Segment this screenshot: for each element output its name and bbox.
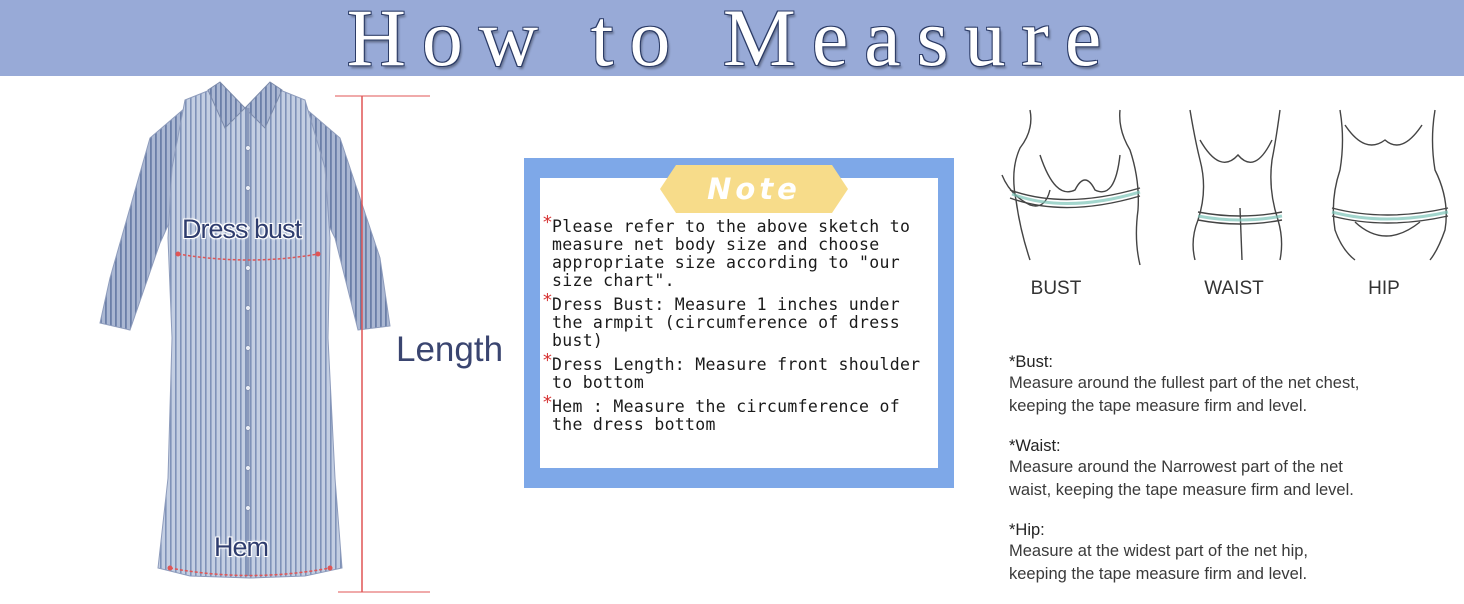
note-item <box>542 290 938 350</box>
note-item <box>542 350 938 392</box>
hip-instruction <box>1009 520 1449 586</box>
hip-instruction-title: *Hip: <box>1009 521 1045 539</box>
bust-instruction <box>1009 352 1449 418</box>
body-sketch-image <box>990 100 1460 280</box>
asterisk-icon: * <box>542 392 554 413</box>
hem-label: Hem <box>214 532 269 562</box>
note-panel <box>524 158 954 488</box>
waist-instruction-title: *Waist: <box>1009 437 1061 455</box>
note-item-text: Dress Length: Measure front shoulder to bottom <box>552 355 921 392</box>
waist-figure-label: WAIST <box>1204 278 1264 299</box>
waist-instruction <box>1009 436 1449 502</box>
bust-figure-label: BUST <box>1030 278 1082 299</box>
bust-instruction-line: keeping the tape measure firm and level. <box>1009 397 1308 415</box>
note-list <box>542 212 938 440</box>
note-content <box>540 172 938 468</box>
hip-instruction-line: Measure at the widest part of the net hip, <box>1009 542 1309 560</box>
dress-bust-label: Dress bust <box>182 214 302 244</box>
title-banner <box>0 0 1464 83</box>
body-measure-sketches <box>990 100 1460 310</box>
length-label: Length <box>396 330 504 369</box>
note-item <box>542 212 938 290</box>
note-item-text: Hem : Measure the circumference of the dress bottom <box>552 397 900 434</box>
note-tag-label: Note <box>707 172 801 206</box>
note-item-text: Please refer to the above sketch to measure net body size and choose appropriate size according to "our size chart". <box>552 217 911 290</box>
bust-instruction-line: Measure around the fullest part of the net chest, <box>1009 374 1360 392</box>
asterisk-icon: * <box>542 350 554 371</box>
waist-instruction-line: waist, keeping the tape measure firm and level. <box>1009 481 1354 499</box>
asterisk-icon: * <box>542 212 554 233</box>
note-item-text: Dress Bust: Measure 1 inches under the armpit (circumference of dress bust) <box>552 295 900 350</box>
asterisk-icon: * <box>542 290 554 311</box>
page-title: How to Measure <box>346 0 1118 83</box>
hip-figure-label: HIP <box>1368 278 1400 299</box>
waist-instruction-line: Measure around the Narrowest part of the net <box>1009 458 1343 476</box>
note-item <box>542 392 938 434</box>
bust-instruction-title: *Bust: <box>1009 353 1054 371</box>
hip-instruction-line: keeping the tape measure firm and level. <box>1009 565 1308 583</box>
